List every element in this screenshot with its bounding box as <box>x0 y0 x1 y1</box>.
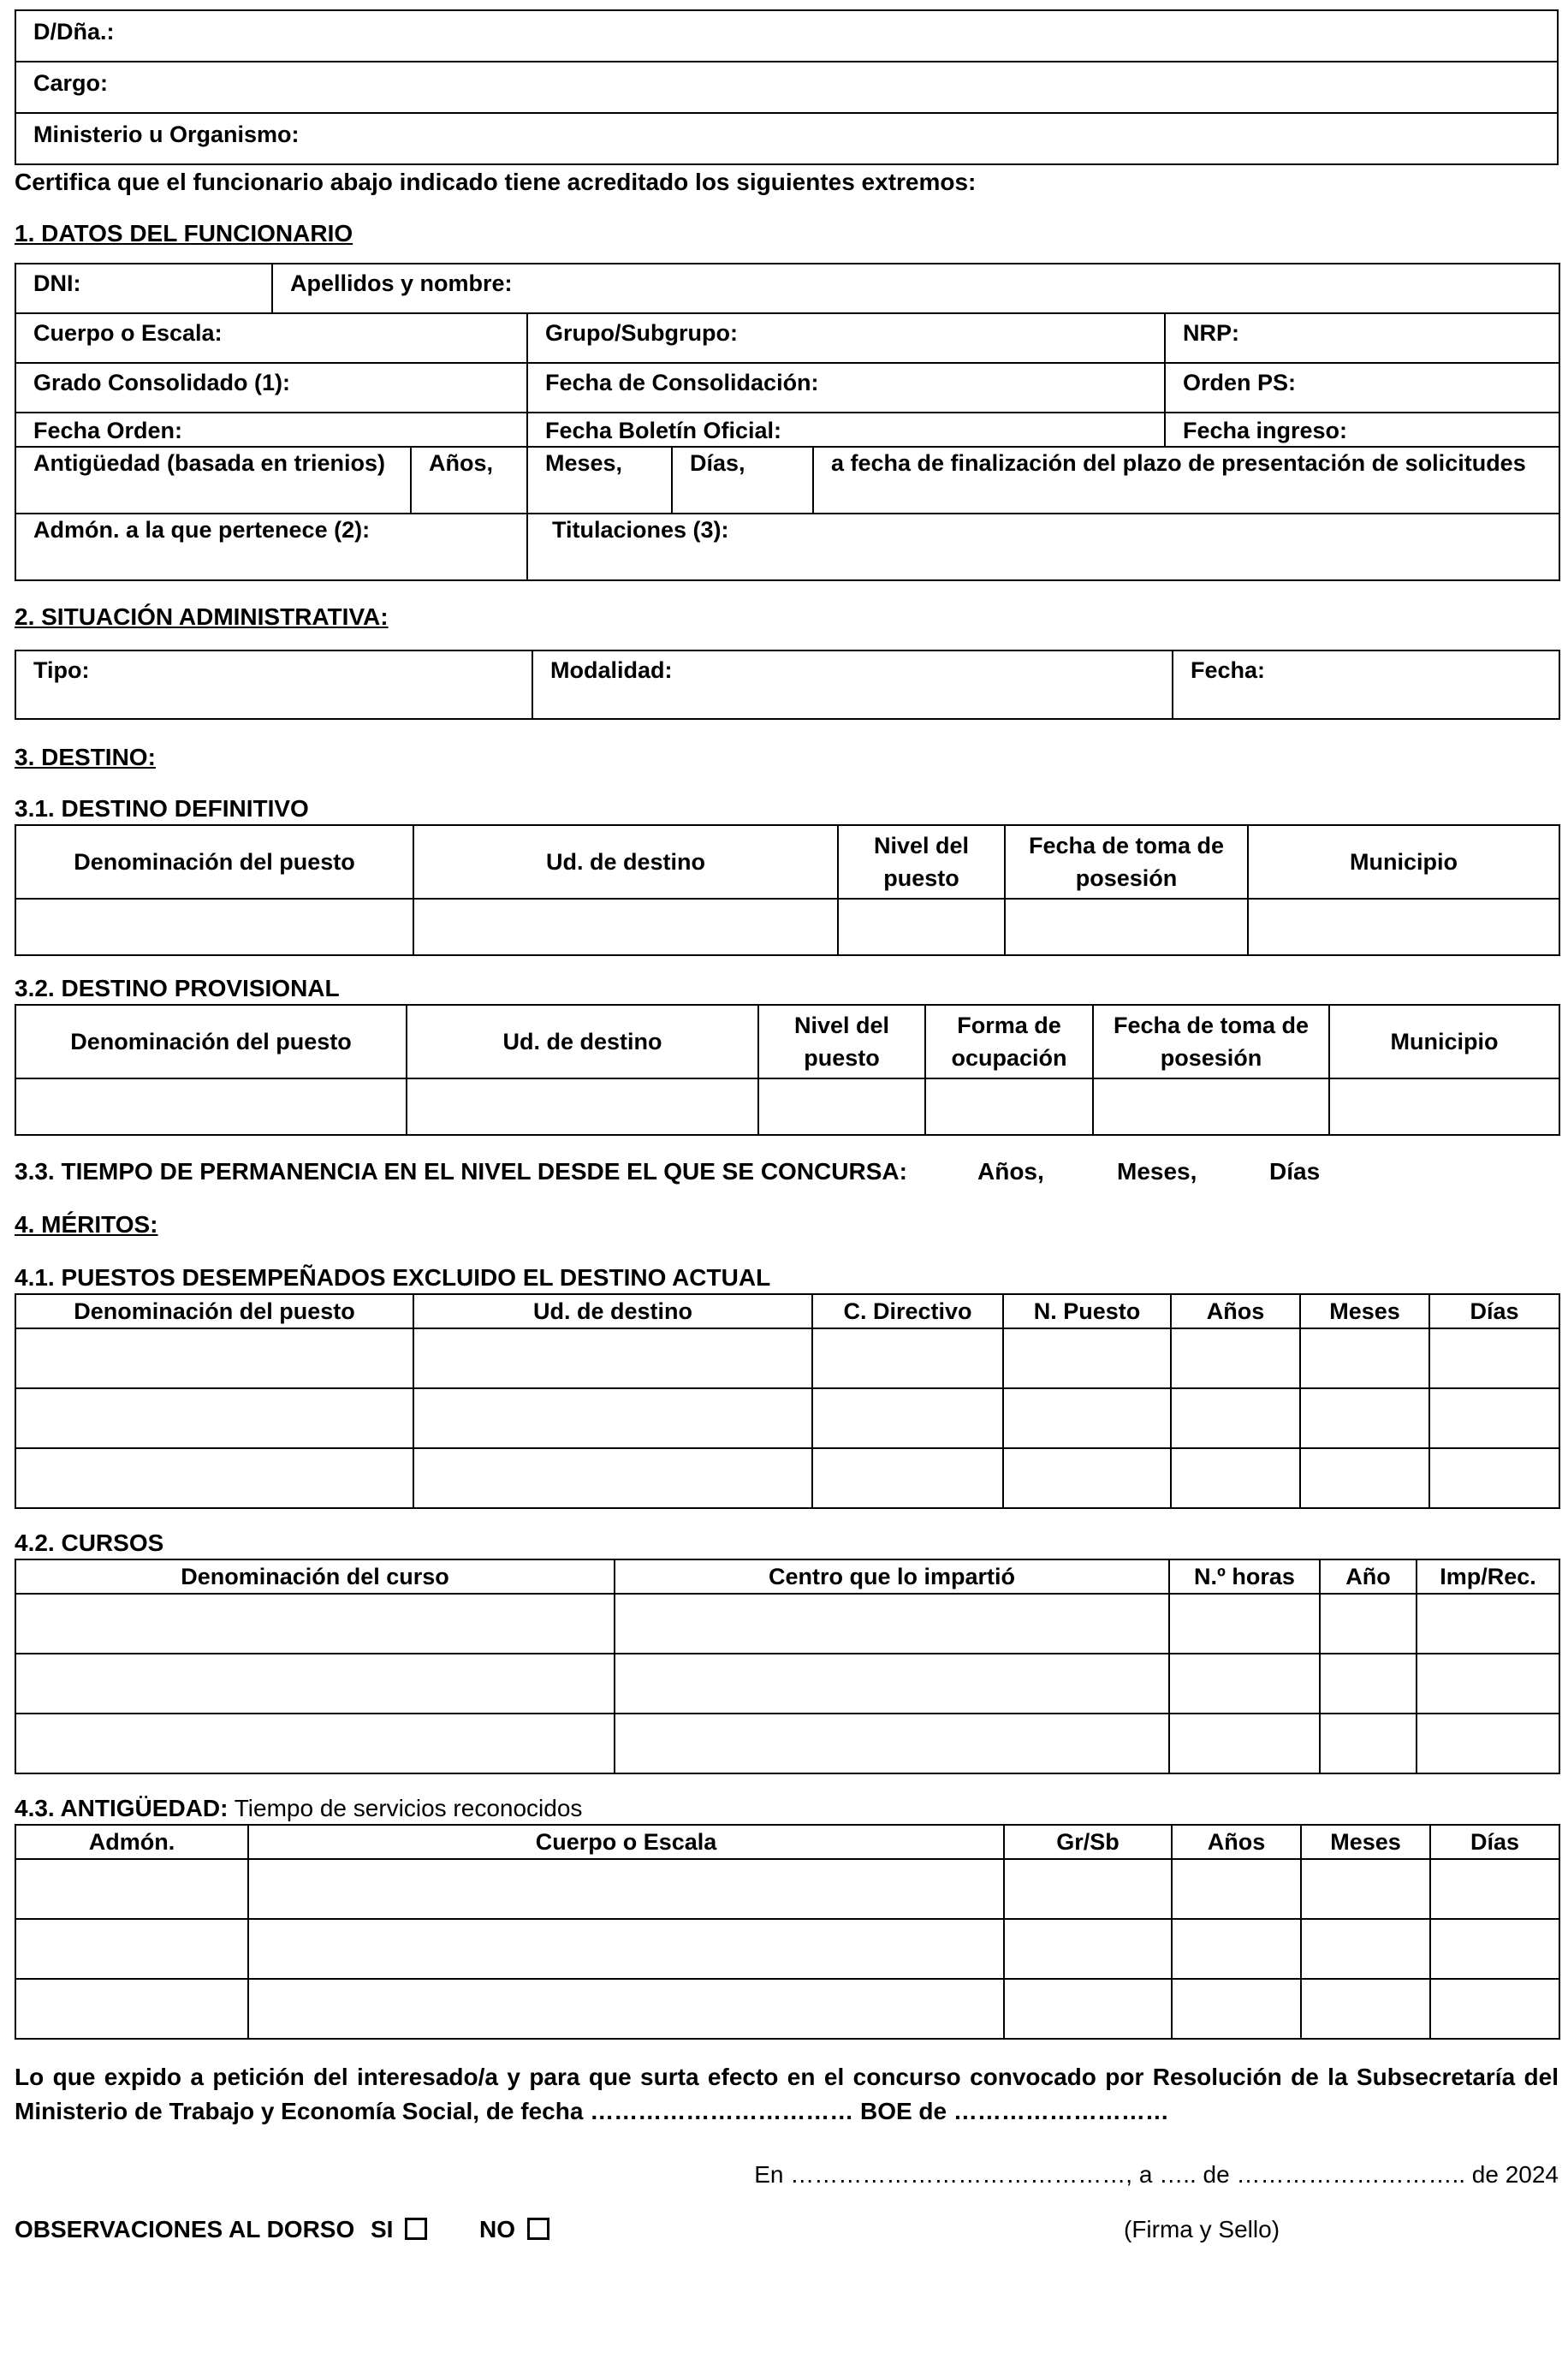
permanencia-dias: Días <box>1269 1158 1321 1185</box>
tipo-field[interactable]: Tipo: <box>15 650 532 719</box>
table-cell[interactable] <box>1429 1328 1559 1388</box>
table-cell[interactable] <box>413 899 838 955</box>
section4-2-title: 4.2. CURSOS <box>15 1530 164 1556</box>
table-cell[interactable] <box>1417 1654 1559 1714</box>
section4-1-title: 4.1. PUESTOS DESEMPEÑADOS EXCLUIDO EL DESTINO ACTUAL <box>15 1264 771 1291</box>
column-header: Nivel del puesto <box>758 1005 925 1078</box>
cuerpo-field[interactable]: Cuerpo o Escala: <box>15 313 527 363</box>
antiguedad-meses-field[interactable]: Meses, <box>527 447 672 514</box>
fecha-consolidacion-field[interactable]: Fecha de Consolidación: <box>527 363 1165 413</box>
table-cell[interactable] <box>15 1448 413 1508</box>
no-checkbox[interactable] <box>527 2218 549 2240</box>
column-header: Gr/Sb <box>1004 1825 1172 1859</box>
column-header: Ud. de destino <box>407 1005 758 1078</box>
orden-ps-field[interactable]: Orden PS: <box>1165 363 1559 413</box>
table-cell[interactable] <box>248 1859 1004 1919</box>
grupo-field[interactable]: Grupo/Subgrupo: <box>527 313 1165 363</box>
table-cell[interactable] <box>15 1594 615 1654</box>
table-cell[interactable] <box>15 1654 615 1714</box>
column-header: Imp/Rec. <box>1417 1559 1559 1594</box>
option-si: SI <box>371 2214 427 2245</box>
column-header: Años <box>1171 1294 1300 1328</box>
table-cell[interactable] <box>1430 1859 1559 1919</box>
table-cell[interactable] <box>1171 1388 1300 1448</box>
admin-situation-table <box>15 650 1560 720</box>
grado-field[interactable]: Grado Consolidado (1): <box>15 363 527 413</box>
antiguedad-label: Antigüedad (basada en trienios) <box>15 447 411 514</box>
table-cell[interactable] <box>812 1388 1003 1448</box>
table-row <box>15 1714 1559 1773</box>
table-cell[interactable] <box>15 1979 248 2039</box>
column-header: C. Directivo <box>812 1294 1003 1328</box>
section3-title: 3. DESTINO: <box>15 744 156 770</box>
column-header: Meses <box>1301 1825 1430 1859</box>
table-cell[interactable] <box>615 1594 1169 1654</box>
table-cell[interactable] <box>15 1078 407 1135</box>
column-header: Admón. <box>15 1825 248 1859</box>
table-row <box>15 1919 1559 1979</box>
observaciones-label: OBSERVACIONES AL DORSO <box>15 2216 355 2242</box>
table-cell[interactable] <box>1003 1448 1171 1508</box>
table-cell[interactable] <box>1329 1078 1559 1135</box>
titulaciones-field[interactable]: Titulaciones (3): <box>527 514 1559 580</box>
table-cell[interactable] <box>1417 1594 1559 1654</box>
place-date-line: En ……………………………………, a ….. de ……………………….. de 2024 <box>754 2161 1559 2188</box>
table-cell[interactable] <box>1171 1448 1300 1508</box>
option-no: NO <box>479 2214 549 2245</box>
closing-text: Lo que expido a petición del interesado/a y para que surta efecto en el concurso convocado por Resolución de la Subsecretaría del Ministerio de Trabajo y Economía Social, de fecha …………………………… BOE de ……………………… <box>15 2064 1559 2124</box>
column-header: Forma de ocupación <box>925 1005 1093 1078</box>
fecha-ingreso-field[interactable]: Fecha ingreso: <box>1165 413 1559 447</box>
section2-title: 2. SITUACIÓN ADMINISTRATIVA: <box>15 603 389 630</box>
si-checkbox[interactable] <box>405 2218 427 2240</box>
table-cell[interactable] <box>1320 1594 1417 1654</box>
apellidos-field[interactable]: Apellidos y nombre: <box>272 264 1559 313</box>
table-cell[interactable] <box>1430 1979 1559 2039</box>
issuer-ministry-field[interactable]: Ministerio u Organismo: <box>15 113 1558 164</box>
column-header: Centro que lo impartió <box>615 1559 1169 1594</box>
table-cell[interactable] <box>1172 1919 1301 1979</box>
table-cell[interactable] <box>1004 1859 1172 1919</box>
table-cell[interactable] <box>838 899 1005 955</box>
column-header: Denominación del puesto <box>15 1294 413 1328</box>
table-cell[interactable] <box>812 1448 1003 1508</box>
footer-row <box>15 2214 1559 2248</box>
column-header: Municipio <box>1248 825 1559 899</box>
column-header: Ud. de destino <box>413 1294 812 1328</box>
table-cell[interactable] <box>1429 1448 1559 1508</box>
table-cell[interactable] <box>407 1078 758 1135</box>
column-header: Denominación del puesto <box>15 1005 407 1078</box>
antiguedad-note: a fecha de finalización del plazo de presentación de solicitudes <box>813 447 1559 514</box>
table-cell[interactable] <box>1172 1859 1301 1919</box>
table-cell[interactable] <box>812 1328 1003 1388</box>
table-row <box>15 1448 1559 1508</box>
column-header: Denominación del curso <box>15 1559 615 1594</box>
table-cell[interactable] <box>1169 1654 1320 1714</box>
section4-title: 4. MÉRITOS: <box>15 1211 158 1238</box>
column-header: Fecha de toma de posesión <box>1093 1005 1329 1078</box>
table-cell[interactable] <box>1301 1859 1430 1919</box>
table-cell[interactable] <box>1300 1388 1429 1448</box>
table-cell[interactable] <box>248 1979 1004 2039</box>
table-cell[interactable] <box>1300 1328 1429 1388</box>
table-cell[interactable] <box>1429 1388 1559 1448</box>
column-header: Denominación del puesto <box>15 825 413 899</box>
cursos-table <box>15 1559 1560 1774</box>
column-header: Nivel del puesto <box>838 825 1005 899</box>
column-header: Ud. de destino <box>413 825 838 899</box>
table-cell[interactable] <box>758 1078 925 1135</box>
table-row <box>15 1078 1559 1135</box>
nrp-field[interactable]: NRP: <box>1165 313 1559 363</box>
table-cell[interactable] <box>1320 1654 1417 1714</box>
table-cell[interactable] <box>1005 899 1248 955</box>
issuer-name-field[interactable]: D/Dña.: <box>15 10 1558 62</box>
issuer-table <box>15 9 1559 165</box>
table-row <box>15 1594 1559 1654</box>
column-header: N. Puesto <box>1003 1294 1171 1328</box>
permanencia-meses: Meses, <box>1117 1158 1197 1185</box>
table-cell[interactable] <box>615 1714 1169 1773</box>
table-cell[interactable] <box>15 1714 615 1773</box>
column-header: Año <box>1320 1559 1417 1594</box>
table-cell[interactable] <box>1430 1919 1559 1979</box>
table-cell[interactable] <box>1301 1979 1430 2039</box>
signature-label: (Firma y Sello) <box>1124 2216 1280 2242</box>
section1-title: 1. DATOS DEL FUNCIONARIO <box>15 220 353 247</box>
column-header: Fecha de toma de posesión <box>1005 825 1248 899</box>
table-cell[interactable] <box>615 1654 1169 1714</box>
puestos-table <box>15 1293 1560 1509</box>
table-cell[interactable] <box>15 899 413 955</box>
table-row <box>15 1979 1559 2039</box>
table-row <box>15 1654 1559 1714</box>
section3-1-title: 3.1. DESTINO DEFINITIVO <box>15 795 309 822</box>
table-cell[interactable] <box>1301 1919 1430 1979</box>
table-cell[interactable] <box>15 1919 248 1979</box>
certify-text: Certifica que el funcionario abajo indicado tiene acreditado los siguientes extremos: <box>15 169 977 195</box>
table-cell[interactable] <box>925 1078 1093 1135</box>
table-cell[interactable] <box>1004 1979 1172 2039</box>
table-cell[interactable] <box>1003 1328 1171 1388</box>
table-cell[interactable] <box>413 1388 812 1448</box>
table-cell[interactable] <box>1172 1979 1301 2039</box>
table-cell[interactable] <box>1417 1714 1559 1773</box>
table-cell[interactable] <box>15 1388 413 1448</box>
column-header: Cuerpo o Escala <box>248 1825 1004 1859</box>
table-cell[interactable] <box>1248 899 1559 955</box>
fecha-field[interactable]: Fecha: <box>1173 650 1559 719</box>
permanencia-label: 3.3. TIEMPO DE PERMANENCIA EN EL NIVEL DESDE EL QUE SE CONCURSA: <box>15 1158 907 1185</box>
column-header: N.º horas <box>1169 1559 1320 1594</box>
table-cell[interactable] <box>1003 1388 1171 1448</box>
table-cell[interactable] <box>1093 1078 1329 1135</box>
table-cell[interactable] <box>413 1328 812 1388</box>
table-cell[interactable] <box>15 1328 413 1388</box>
issuer-position-field[interactable]: Cargo: <box>15 62 1558 113</box>
column-header: Días <box>1430 1825 1559 1859</box>
officer-data-table <box>15 263 1560 581</box>
admon-field[interactable]: Admón. a la que pertenece (2): <box>15 514 527 580</box>
table-cell[interactable] <box>248 1919 1004 1979</box>
permanencia-anos: Años, <box>977 1158 1044 1185</box>
destino-provisional-table <box>15 1004 1560 1136</box>
table-cell[interactable] <box>1171 1328 1300 1388</box>
table-cell[interactable] <box>15 1859 248 1919</box>
table-cell[interactable] <box>1300 1448 1429 1508</box>
table-cell[interactable] <box>1169 1714 1320 1773</box>
fecha-orden-field[interactable]: Fecha Orden: <box>15 413 527 447</box>
table-cell[interactable] <box>413 1448 812 1508</box>
permanencia-row <box>15 1156 1559 1187</box>
column-header: Municipio <box>1329 1005 1559 1078</box>
destino-definitivo-table <box>15 824 1560 956</box>
table-row <box>15 899 1559 955</box>
table-cell[interactable] <box>1004 1919 1172 1979</box>
antiguedad-anos-field[interactable]: Años, <box>411 447 527 514</box>
table-row <box>15 1388 1559 1448</box>
table-row <box>15 1328 1559 1388</box>
section3-2-title: 3.2. DESTINO PROVISIONAL <box>15 975 340 1001</box>
table-cell[interactable] <box>1169 1594 1320 1654</box>
column-header: Meses <box>1300 1294 1429 1328</box>
table-row <box>15 1859 1559 1919</box>
modalidad-field[interactable]: Modalidad: <box>532 650 1173 719</box>
dni-field[interactable]: DNI: <box>15 264 272 313</box>
antiguedad-dias-field[interactable]: Días, <box>672 447 813 514</box>
table-cell[interactable] <box>1320 1714 1417 1773</box>
fecha-boletin-field[interactable]: Fecha Boletín Oficial: <box>527 413 1165 447</box>
certificate-form <box>15 9 1559 2248</box>
column-header: Años <box>1172 1825 1301 1859</box>
antiguedad-table <box>15 1824 1560 2040</box>
section4-3-title: 4.3. ANTIGÜEDAD: Tiempo de servicios reconocidos <box>15 1795 583 1821</box>
column-header: Días <box>1429 1294 1559 1328</box>
